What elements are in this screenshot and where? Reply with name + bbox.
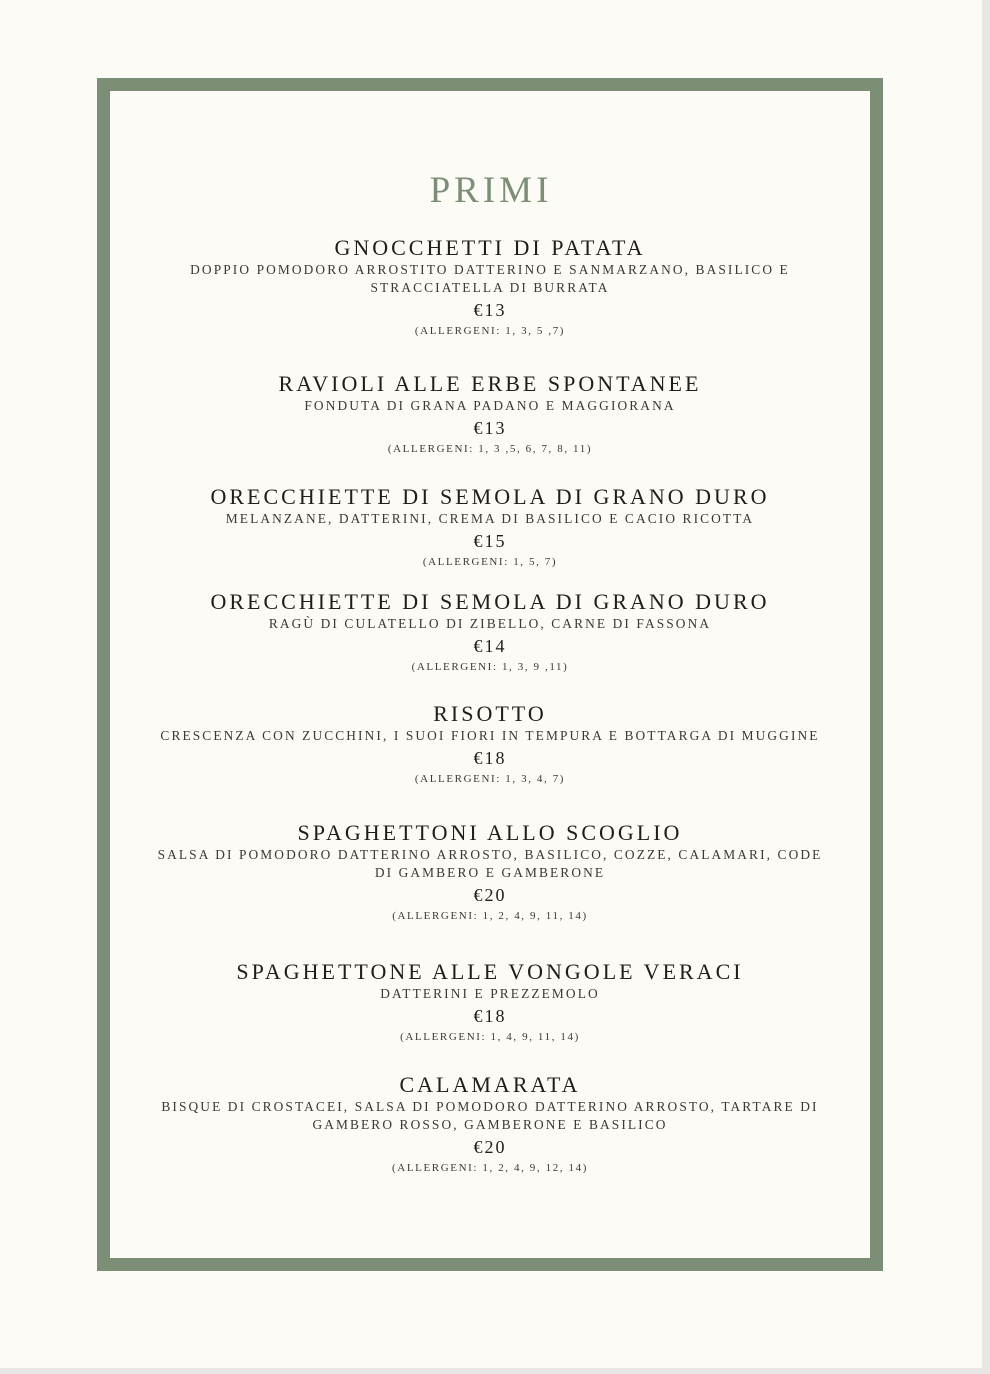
dish-description <box>130 727 850 745</box>
dish-gnocchetti-di-patata <box>130 235 850 339</box>
dish-description-line: DOPPIO POMODORO ARROSTITO DATTERINO E SANMARZANO, BASILICO E <box>190 262 790 277</box>
dish-price: €20 <box>473 885 507 905</box>
dish-description-line: DATTERINI E PREZZEMOLO <box>380 986 600 1001</box>
dish-orecchiette-ragu <box>130 589 850 675</box>
dish-description-line: CRESCENZA CON ZUCCHINI, I SUOI FIORI IN TEMPURA E BOTTARGA DI MUGGINE <box>160 728 820 743</box>
dish-description <box>130 261 850 297</box>
dish-description-line: BISQUE DI CROSTACEI, SALSA DI POMODORO DATTERINO ARROSTO, TARTARE DI <box>161 1099 819 1114</box>
dish-description-line: FONDUTA DI GRANA PADANO E MAGGIORANA <box>304 398 676 413</box>
section-title: PRIMI <box>429 170 553 211</box>
dish-allergens: (ALLERGENI: 1, 2, 4, 9, 12, 14) <box>392 1162 588 1174</box>
dish-description <box>130 397 850 415</box>
dish-spaghettone-alle-vongole <box>130 959 850 1045</box>
dish-risotto <box>130 701 850 787</box>
dish-name: RAVIOLI ALLE ERBE SPONTANEE <box>278 371 702 396</box>
dish-spaghettoni-allo-scoglio <box>130 820 850 924</box>
dish-description-line: RAGÙ DI CULATELLO DI ZIBELLO, CARNE DI FASSONA <box>268 616 712 631</box>
dish-name: CALAMARATA <box>399 1072 581 1097</box>
dish-name: ORECCHIETTE DI SEMOLA DI GRANO DURO <box>210 484 770 509</box>
dish-price: €20 <box>473 1137 507 1157</box>
dish-description <box>130 1098 850 1134</box>
dish-description <box>130 615 850 633</box>
dish-allergens: (ALLERGENI: 1, 3 ,5, 6, 7, 8, 11) <box>387 443 593 455</box>
dish-price: €13 <box>473 300 507 320</box>
dish-allergens: (ALLERGENI: 1, 5, 7) <box>422 556 558 568</box>
dish-orecchiette-melanzane <box>130 484 850 570</box>
dish-allergens: (ALLERGENI: 1, 3, 5 ,7) <box>414 325 566 337</box>
dish-price: €14 <box>473 636 507 656</box>
dish-name: RISOTTO <box>433 701 547 726</box>
dish-description <box>130 510 850 528</box>
dish-calamarata <box>130 1072 850 1176</box>
dish-price: €13 <box>473 418 507 438</box>
dish-description <box>130 985 850 1003</box>
dish-allergens: (ALLERGENI: 1, 4, 9, 11, 14) <box>400 1031 580 1043</box>
dish-price: €15 <box>473 531 507 551</box>
dish-price: €18 <box>473 748 507 768</box>
dish-description-line: DI GAMBERO E GAMBERONE <box>374 865 606 880</box>
dish-name: SPAGHETTONE ALLE VONGOLE VERACI <box>236 959 744 984</box>
dish-allergens: (ALLERGENI: 1, 3, 4, 7) <box>414 773 566 785</box>
dish-description-line: SALSA DI POMODORO DATTERINO ARROSTO, BASILICO, COZZE, CALAMARI, CODE <box>157 847 823 862</box>
dish-description <box>130 846 850 882</box>
dish-price: €18 <box>473 1006 507 1026</box>
dish-name: SPAGHETTONI ALLO SCOGLIO <box>297 820 683 845</box>
dish-name: ORECCHIETTE DI SEMOLA DI GRANO DURO <box>210 589 770 614</box>
dish-allergens: (ALLERGENI: 1, 3, 9 ,11) <box>411 661 569 673</box>
dish-name: GNOCCHETTI DI PATATA <box>334 235 646 260</box>
dish-ravioli-alle-erbe-spontanee <box>130 371 850 457</box>
dish-description-line: GAMBERO ROSSO, GAMBERONE E BASILICO <box>312 1117 668 1132</box>
dish-description-line: STRACCIATELLA DI BURRATA <box>370 280 610 295</box>
dish-allergens: (ALLERGENI: 1, 2, 4, 9, 11, 14) <box>392 910 588 922</box>
dish-description-line: MELANZANE, DATTERINI, CREMA DI BASILICO E CACIO RICOTTA <box>225 511 755 526</box>
